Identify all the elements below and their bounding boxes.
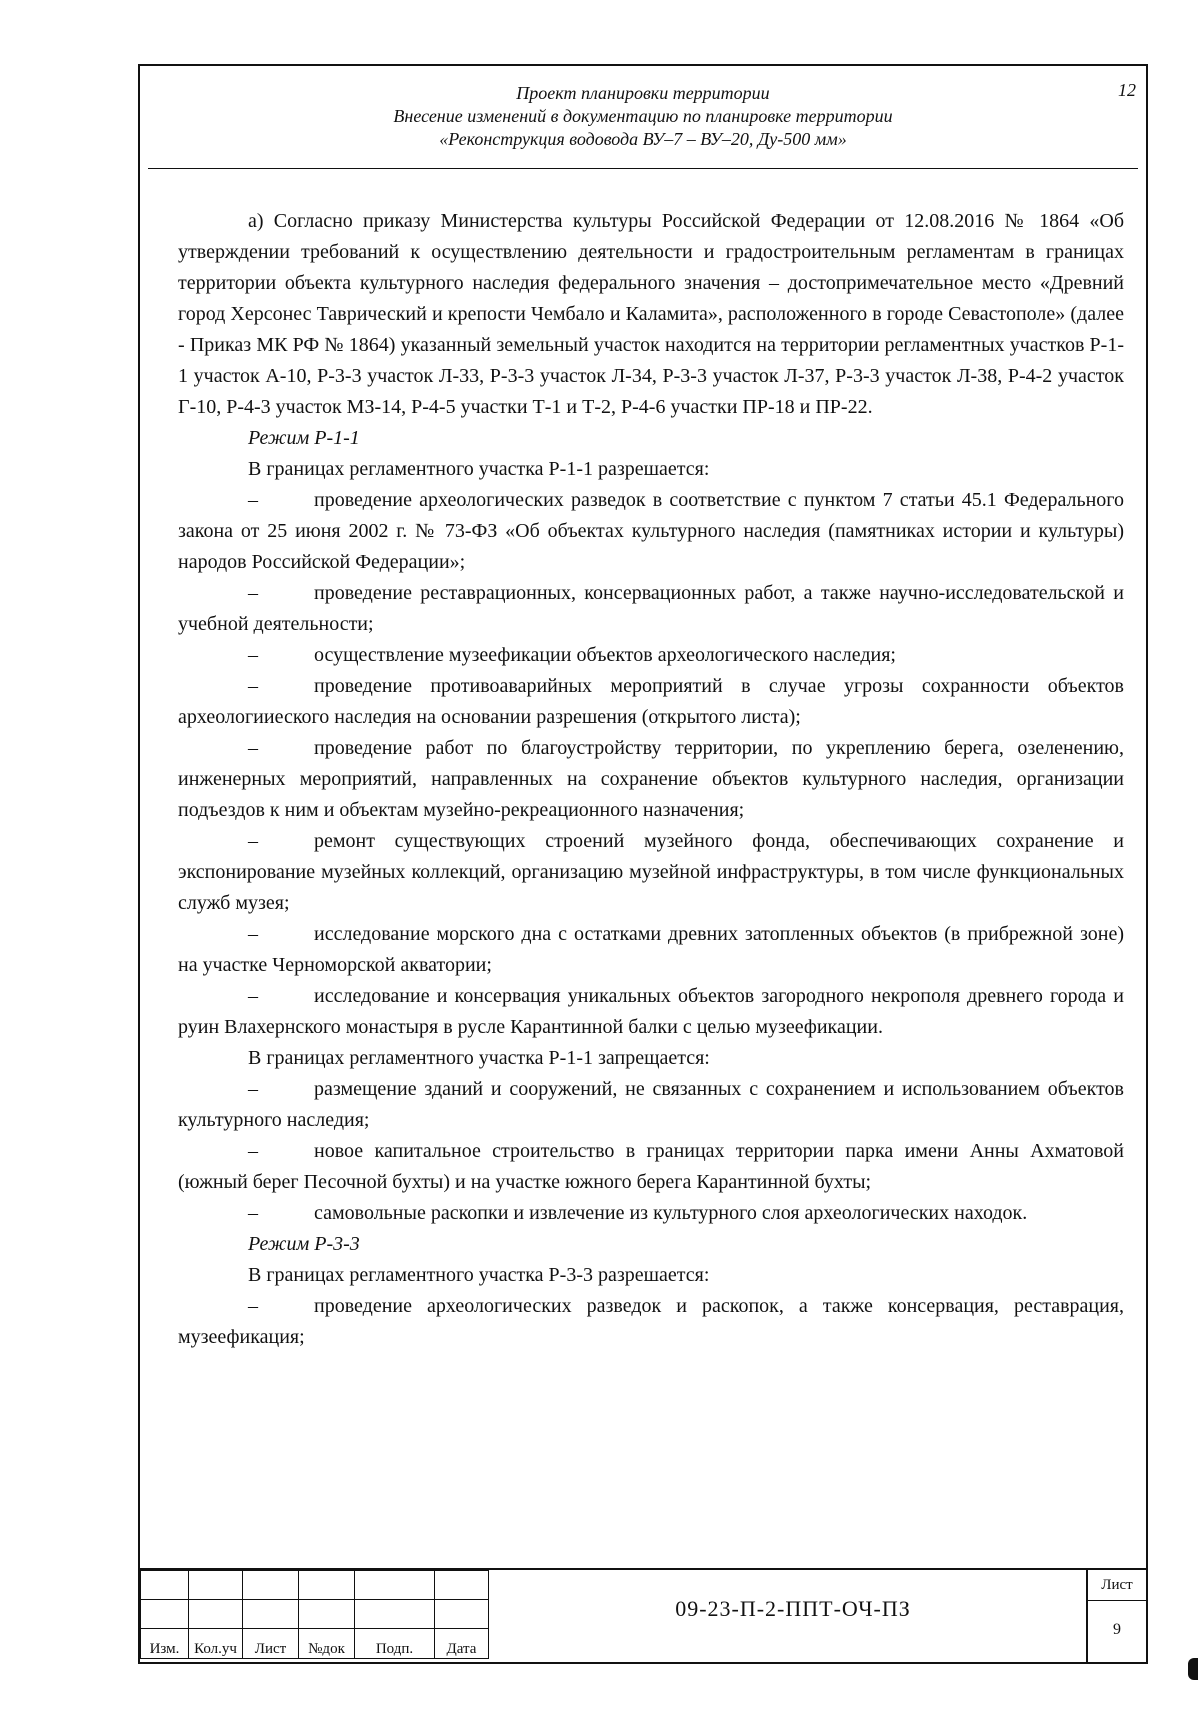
column-label: Дата (435, 1629, 489, 1659)
header-divider (148, 168, 1138, 169)
list-item-text: размещение зданий и сооружений, не связанных с сохранением и использованием объектов культурного наследия; (178, 1078, 1124, 1131)
scan-edge-mark (1188, 1658, 1198, 1680)
dash: – (248, 923, 258, 945)
page-number: 12 (1118, 80, 1136, 100)
list-item-text: исследование и консервация уникальных объектов загородного некрополя древнего города и руин Влахернского монастыря в русле Карантинной балки с целью музеефикации. (178, 985, 1124, 1038)
dash: – (248, 737, 258, 759)
column-label: №док (299, 1629, 355, 1659)
list-item-text: новое капитальное строительство в границах территории парка имени Анны Ахматовой (южный берег Песочной бухты) и на участке южного берега Карантинной бухты; (178, 1140, 1124, 1193)
mode-r-3-3-allowed-heading: В границах регламентного участка Р-3-3 разрешается: (248, 1264, 710, 1286)
dash: – (248, 489, 258, 511)
list-item (178, 1291, 1124, 1353)
list-item (178, 919, 1124, 981)
list-item (178, 671, 1124, 733)
mode-r-3-3-title: Режим Р-3-3 (248, 1233, 360, 1255)
list-item-text: проведение археологических разведок в соответствие с пунктом 7 статьи 45.1 Федерального закона от 25 июня 2002 г. № 73-ФЗ «Об объектах культурного наследия (памятниках истории и культуры) народов Российской Федерации»; (178, 489, 1124, 573)
dash: – (248, 830, 258, 852)
column-label: Изм. (141, 1629, 189, 1659)
dash: – (248, 1078, 258, 1100)
dash: – (248, 1140, 258, 1162)
list-item (178, 578, 1124, 640)
document-code: 09-23-П-2-ППТ-ОЧ-ПЗ (675, 1596, 911, 1621)
list-item-text: проведение археологических разведок и раскопок, а также консервация, реставрация, музеефикация; (178, 1295, 1124, 1348)
list-item-text: самовольные раскопки и извлечение из культурного слоя археологических находок. (314, 1202, 1028, 1224)
intro-paragraph: а) Согласно приказу Министерства культуры Российской Федерации от 12.08.2016 № 1864 «Об утверждении требований к осуществлению деятельности и градостроительным регламентам в границах территории объекта культурного наследия федерального значения – достопримечательное место «Древний город Херсонес Таврический и крепости Чембало и Каламита», расположенного в городе Севастополе» (далее - Приказ МК РФ № 1864) указанный земельный участок находится на территории регламентных участков Р-1-1 участок А-10, Р-3-3 участок Л-33, Р-3-3 участок Л-34, Р-3-3 участок Л-37, Р-3-3 участок Л-38, Р-4-2 участок Г-10, Р-4-3 участок МЗ-14, Р-4-5 участки Т-1 и Т-2, Р-4-6 участки ПР-18 и ПР-22. (178, 210, 1124, 418)
revision-table (140, 1570, 489, 1659)
sheet-number: 9 (1113, 1621, 1121, 1638)
mode-r-1-1-allowed-heading: В границах регламентного участка Р-1-1 разрешается: (248, 458, 710, 480)
dash: – (248, 582, 258, 604)
dash: – (248, 1202, 258, 1224)
list-item-text: исследование морского дна с остатками древних затопленных объектов (в прибрежной зоне) на участке Черноморской акватории; (178, 923, 1124, 976)
mode-r-1-1-forbidden-heading: В границах регламентного участка Р-1-1 запрещается: (248, 1047, 710, 1069)
dash: – (248, 985, 258, 1007)
dash: – (248, 1295, 258, 1317)
list-item-text: проведение реставрационных, консервационных работ, а также научно-исследовательской и учебной деятельности; (178, 582, 1124, 635)
dash: – (248, 644, 258, 666)
list-item (178, 826, 1124, 919)
list-item (178, 1198, 1124, 1229)
list-item (178, 485, 1124, 578)
document-header (180, 82, 1106, 151)
mode-r-1-1-title: Режим Р-1-1 (248, 427, 360, 449)
column-label: Кол.уч (189, 1629, 243, 1659)
list-item-text: проведение противоаварийных мероприятий в случае угрозы сохранности объектов археологииеского наследия на основании разрешения (открытого листа); (178, 675, 1124, 728)
list-item (178, 1136, 1124, 1198)
column-label: Подп. (355, 1629, 435, 1659)
page-frame (138, 64, 1148, 1664)
list-item (178, 640, 1124, 671)
sheet-box (1086, 1570, 1146, 1662)
document-body (178, 206, 1124, 1353)
header-line-1: Проект планировки территории (516, 83, 770, 103)
list-item-text: осуществление музеефикации объектов археологического наследия; (314, 644, 896, 666)
sheet-label: Лист (1088, 1570, 1146, 1601)
header-line-2: Внесение изменений в документацию по планировке территории (393, 106, 893, 126)
list-item (178, 1074, 1124, 1136)
dash: – (248, 675, 258, 697)
list-item-text: проведение работ по благоустройству территории, по укреплению берега, озеленению, инженерных мероприятий, направленных на сохранение объектов культурного наследия, организации подъездов к ним и объектам музейно-рекреационного назначения; (178, 737, 1124, 821)
list-item (178, 733, 1124, 826)
list-item (178, 981, 1124, 1043)
title-block (140, 1568, 1146, 1662)
header-line-3: «Реконструкция водовода ВУ–7 – ВУ–20, Ду-500 мм» (439, 129, 847, 149)
column-label: Лист (243, 1629, 299, 1659)
list-item-text: ремонт существующих строений музейного фонда, обеспечивающих сохранение и экспонирование музейных коллекций, организацию музейной инфраструктуры, в том числе функциональных служб музея; (178, 830, 1124, 914)
